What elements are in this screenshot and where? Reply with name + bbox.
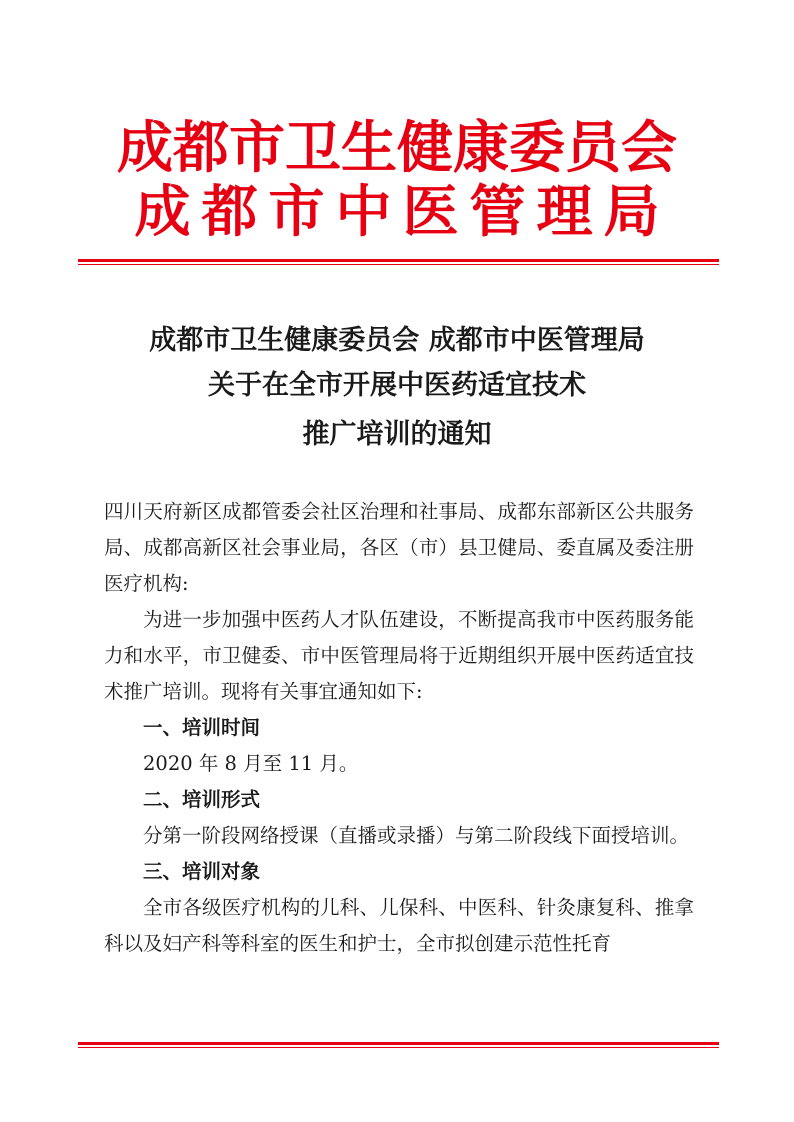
document-title-line-3: 推广培训的通知 (302, 419, 492, 450)
section-heading-audience: 三、培训对象 (143, 860, 261, 883)
letterhead-rule-thick (78, 259, 719, 262)
document-body (104, 494, 694, 962)
document-title-line-2: 关于在全市开展中医药适宜技术 (208, 370, 586, 401)
section-text-format: 分第一阶段网络授课（直播或录播）与第二阶段线下面授培训。 (143, 824, 690, 847)
section-text-time: 2020 年 8 月至 11 月。 (143, 752, 359, 775)
section-heading-time: 一、培训时间 (143, 716, 261, 739)
footer-rule-thick (78, 1042, 719, 1045)
document-title-line-1: 成都市卫生健康委员会 成都市中医管理局 (149, 325, 645, 356)
footer-rule-thin (78, 1047, 719, 1048)
letterhead-rule-thin (78, 264, 719, 265)
letterhead-org-2: 成都市中医管理局 (134, 179, 671, 245)
letterhead-org-1: 成都市卫生健康委员会 (117, 115, 677, 181)
intro-paragraph: 为进一步加强中医药人才队伍建设，不断提高我市中医药服务能力和水平，市卫健委、市中医管理局将于近期组织开展中医药适宜技术推广培训。现将有关事宜通知如下: (104, 608, 694, 703)
section-text-audience: 全市各级医疗机构的儿科、儿保科、中医科、针灸康复科、推拿科以及妇产科等科室的医生和护士，全市拟创建示范性托育 (104, 896, 694, 955)
addressee-paragraph: 四川天府新区成都管委会社区治理和社事局、成都东部新区公共服务局、成都高新区社会事业局，各区（市）县卫健局、委直属及委注册医疗机构: (104, 500, 694, 595)
section-heading-format: 二、培训形式 (143, 788, 261, 811)
